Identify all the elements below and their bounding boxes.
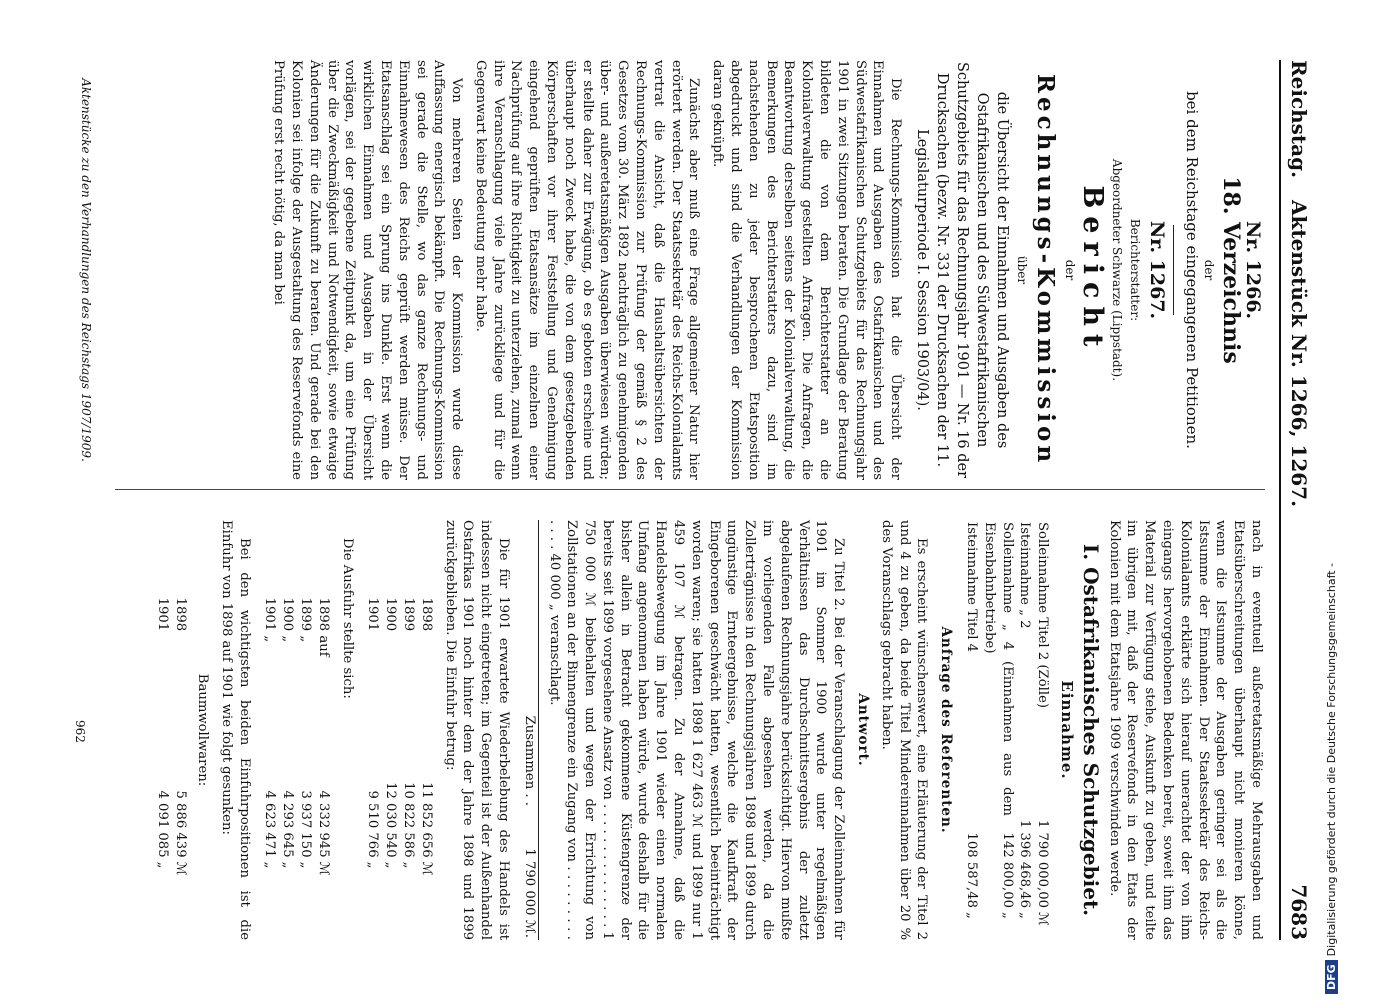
table-row bbox=[520, 520, 538, 940]
row-unit: ℳ bbox=[173, 861, 189, 876]
paragraph: Von mehreren Seiten der Kommission wurde diese Auffassung energisch bekämpft. Die Rechnungs-Kommission sei gerade die Stelle, wo das ganze Rechnungs- und Einnahmewesen des Reichs geprüft werden müsse. Der Etatsanschlag sei ein Sprung ins Dunkle. Erst wenn die wirklichen Einnahmen und Ausgaben in der Übersicht vorlägen, sei der gegebene Zeitpunkt da, um eine Prüfung über die Zweckmäßigkeit und Notwendigkeit, sowie etwaige Änderungen für die Zukunft zu beraten. Und gerade bei den Kolonien sei infolge der Ausgestaltung des Reservefonds eine Prüfung erst recht nötig, da man bei bbox=[271, 60, 465, 480]
right-column bbox=[146, 520, 1265, 940]
paragraph: Es erscheint wünschenswert, eine Erläuterung der Titel 2 und 4 zu geben, da beide Titel Mindereinnahmen über 20 % des Voranschlags gebracht haben. bbox=[878, 520, 930, 940]
reporter-label: Berichterstatter: bbox=[1128, 218, 1143, 322]
row-amount: 10 822 586 bbox=[400, 782, 416, 858]
row-year: 1901 bbox=[365, 597, 381, 632]
row-unit: ℳ bbox=[315, 861, 331, 876]
ausfuhr-label: Die Ausfuhr stellte sich: bbox=[339, 538, 355, 699]
row-year: 1898 bbox=[418, 597, 434, 632]
table-row bbox=[314, 596, 332, 890]
row-unit: „ bbox=[999, 912, 1015, 919]
footer-page-number: 962 bbox=[73, 720, 87, 743]
doc-1267-number: Nr. 1267. bbox=[1145, 220, 1168, 320]
row-unit: „ bbox=[365, 861, 381, 869]
table-row bbox=[381, 596, 399, 890]
row-amount: 3 937 150 bbox=[297, 790, 313, 858]
row-amount: 142 800,00 bbox=[999, 832, 1015, 908]
row-amount: 1 790 000,00 bbox=[1035, 819, 1051, 908]
row-amount: 4 091 085 bbox=[155, 790, 171, 858]
row-unit: ℳ bbox=[418, 861, 434, 876]
total-table bbox=[520, 520, 539, 940]
doc-1266-number: Nr. 1266. bbox=[1242, 220, 1264, 320]
table-row bbox=[154, 596, 172, 890]
table-row bbox=[1033, 520, 1051, 940]
commission-name: Rechnungs-Kommission bbox=[1031, 73, 1059, 467]
row-amount: 9 510 766 bbox=[365, 790, 381, 858]
table-row bbox=[1016, 520, 1034, 940]
section-subtitle: Einnahme. bbox=[1058, 680, 1077, 780]
dfg-logo: DFG bbox=[1325, 960, 1338, 994]
header-center: Aktenstück Nr. 1266, 1267. bbox=[1287, 200, 1311, 508]
row-unit: „ bbox=[262, 861, 278, 869]
row-amount: 12 030 540 bbox=[383, 782, 399, 858]
row-year: 1898 bbox=[173, 597, 189, 632]
row-amount: 5 886 439 bbox=[173, 790, 189, 858]
credit-text: Digitalisierung gefördert durch die Deutsche Forschungsgemeinschaft - bbox=[1325, 562, 1338, 957]
row-unit: „ bbox=[400, 861, 416, 869]
doc-1267-title: Bericht bbox=[1077, 185, 1109, 355]
section-title: I. Ostafrikanisches Schutzgebiet. bbox=[1078, 543, 1103, 917]
row-amount: 4 293 645 bbox=[280, 790, 296, 858]
row-year: 1901 bbox=[155, 597, 171, 632]
row-unit: ℳ bbox=[1035, 912, 1051, 927]
table-row bbox=[278, 596, 296, 890]
page-footer: Aktenstücke zu den Verhandlungen des Reichstags 1907/1909. bbox=[79, 78, 93, 462]
paragraph: Zu Titel 2. Bei der Veranschlagung der Zolleinnahmen für 1901 im Sommer 1900 wurde unter regelmäßigen Verhältnissen das Durchschnittsergebnis der zuletzt abgelaufenen Rechnungsjahre berücksichtigt. Hiervon mußte im vorliegenden Falle abgesehen werden, da die Zollerträgnisse in den Rechnungsjahren 1898 und 1899 durch ungünstige Ernteergebnisse, welche die Kaufkraft der Eingeborenen geschwächt hatten, wesentlich beeinträchtigt worden waren; sie hatten 1898 1 627 463 ℳ und 1899 nur 1 459 107 ℳ betragen. Zu der Annahme, daß die Handelsbewegung im Jahre 1901 wieder einen normalen Umfang angenommen haben würde, wurde deshalb für die bisher allein in Betracht gekommene Küstengrenze der bereits seit 1899 vorgesehene Ansatz von . . . . . . . . . . . . . . . 1 750 000 ℳ beibehalten und wegen der Errichtung von Zollstationen an der Binnengrenze ein Zugang von . . . . . . . . . . . . . 40 000 „ veranschlagt. bbox=[546, 520, 847, 940]
row-unit: „ bbox=[964, 912, 980, 919]
row-label: Solleinnahme Titel 2 (Zölle) bbox=[1035, 522, 1051, 709]
baumwolle-table bbox=[154, 596, 190, 890]
row-unit: „ bbox=[155, 861, 171, 869]
einfuhr-table bbox=[364, 596, 435, 890]
paragraph: nach in eventuell außeretatsmäßige Mehrausgaben und Etatsüberschreitungen überhaupt nicht monieren könne, wenn die Istsumme der Ausgaben geringer sei als die Istsumme der Einnahmen. Der Staatssekretär des Reichs-Kolonialamts erklärte sich hierauf unerachtet der von ihm eingangs hervorgehobenen Bedenken bereit, soweit ihm das Material zur Verfügung stehe, Auskunft zu geben, und teilte im übrigen mit, daß der Reservefonds in den Etats der Kolonien mit dem Etatsjahre 1909 verschwinden werde. bbox=[1106, 520, 1264, 940]
row-amount: 11 852 656 bbox=[418, 782, 434, 858]
einnahme-table bbox=[962, 520, 1051, 940]
row-amount: 1 396 468,46 bbox=[1017, 819, 1033, 908]
row-label: Solleinnahme „ 4 (Einnahmen aus dem Eisenbahnbetriebe) bbox=[981, 522, 1015, 816]
doc-1266-title: 18. Verzeichnis bbox=[1218, 176, 1245, 364]
column-divider bbox=[115, 489, 1265, 490]
doc-1266-der: der bbox=[1202, 259, 1217, 281]
total-amount: 1 790 000 ℳ. bbox=[521, 848, 537, 938]
table-row bbox=[962, 520, 980, 940]
row-unit: „ bbox=[383, 861, 399, 869]
row-year: 1901 „ bbox=[262, 597, 278, 643]
header-left: Reichstag. bbox=[1287, 60, 1311, 179]
antwort-heading: Antwort. bbox=[855, 693, 872, 767]
reporter-name: Abgeordneter Schwarze (Lippstadt). bbox=[1110, 158, 1125, 382]
report-subject: die Übersicht der Einnahmen und Ausgaben des Ostafrikanischen und des Südwestafrikanischen Schutzgebiets für das Rechnungsjahr 1901 — Nr. 16 der Drucksachen (bezw. Nr. 331 der Drucksachen der 11. Legislaturperiode I. Session 1903/04). bbox=[914, 61, 1011, 479]
row-label: Isteinnahme „ 2 bbox=[1017, 522, 1033, 629]
paragraph: Zunächst aber muß eine Frage allgemeiner Natur hier erörtert werden. Der Staatssekretär des Reichs-Kolonialamts vertrat die Ansicht, daß die Haushaltsübersichten der Rechnungs-Kommission zur Prüfung der gemäß § 2 des Gesetzes vom 30. März 1892 nachträglich zu genehmigenden über- und außeretatsmäßigen Ausgaben überwiesen würden; er stellte daher zur Erwägung, ob es geboten erscheine und überhaupt noch Zweck habe, die von dem gesetzgebenden Körperschaften vor ihrer Feststellung und Genehmigung eingehend geprüften Etatsansätze im einzelnen einer Nachprüfung auf ihre Richtigkeit zu unterziehen, zumal wenn ihre Veranschlagung viele Jahre zurückliege und für die Gegenwart keine Bedeutung mehr habe. bbox=[472, 60, 702, 480]
header-page-number: 7683 bbox=[1287, 884, 1311, 940]
paragraph: Die Rechnungs-Kommission hat die Übersicht der Einnahmen und Ausgaben des Ostafrikanischen und des Südwestafrikanischen Schutzgebiets für das Rechnungsjahr 1901 in zwei Sitzungen beraten. Die Grundlage der Beratung bildeten die von dem Berichterstatter an die Kolonialverwaltung gestellten Anfragen. Die Anfragen, die Beantwortung derselben seitens der Kolonialverwaltung, die Bemerkungen des Berichterstatters dazu, sind im nachstehenden zu jeder besprochenen Etatsposition abgedruckt und sind die Verhandlungen der Kommission daran geknüpft. bbox=[710, 60, 904, 480]
baumwoll-label: Baumwollwaren: bbox=[194, 673, 210, 787]
page-header bbox=[1279, 60, 1315, 940]
table-row bbox=[261, 596, 279, 890]
table-row bbox=[417, 596, 435, 890]
paragraph: Bei den wichtigsten beiden Einfuhrpositionen ist die Einfuhr von 1898 auf 1901 wie folgt gesunken: bbox=[218, 520, 252, 940]
row-label: Isteinnahme Titel 4 bbox=[964, 522, 980, 653]
left-column bbox=[263, 60, 1265, 480]
row-year: 1899 „ bbox=[297, 597, 313, 643]
divider bbox=[1173, 225, 1174, 315]
ausfuhr-table bbox=[261, 596, 332, 890]
row-year: 1900 bbox=[383, 597, 399, 632]
row-year: 1900 „ bbox=[280, 597, 296, 643]
row-unit: „ bbox=[1017, 912, 1033, 919]
doc-1267-ueber: über bbox=[1015, 255, 1030, 285]
table-row bbox=[399, 596, 417, 890]
row-amount: 4 623 471 bbox=[262, 790, 278, 858]
table-row bbox=[296, 596, 314, 890]
row-year: 1899 bbox=[400, 597, 416, 632]
total-label: Zusammen . . bbox=[521, 715, 537, 806]
table-row bbox=[171, 596, 189, 890]
doc-1267-der: der bbox=[1062, 259, 1077, 281]
row-year: 1898 auf bbox=[315, 597, 331, 657]
table-row bbox=[980, 520, 1016, 940]
row-amount: 108 587,48 bbox=[964, 832, 980, 908]
doc-1266-subtitle: bei dem Reichstage eingegangenen Petitionen. bbox=[1182, 91, 1201, 449]
digitization-credit bbox=[1325, 0, 1341, 994]
anfrage-heading: Anfrage des Referenten. bbox=[938, 626, 955, 834]
row-amount: 4 332 945 bbox=[315, 790, 331, 858]
paragraph: Die für 1901 erwartete Wiederbelebung des Handels ist indessen nicht eingetreten; im Gegenteil ist der Außenhandel Ostafrikas 1901 noch hinter dem der Jahre 1898 und 1899 zurückgeblieben. Die Einfuhr betrug: bbox=[442, 520, 511, 940]
row-unit: „ bbox=[280, 861, 296, 869]
table-row bbox=[364, 596, 382, 890]
row-unit: „ bbox=[297, 861, 313, 869]
